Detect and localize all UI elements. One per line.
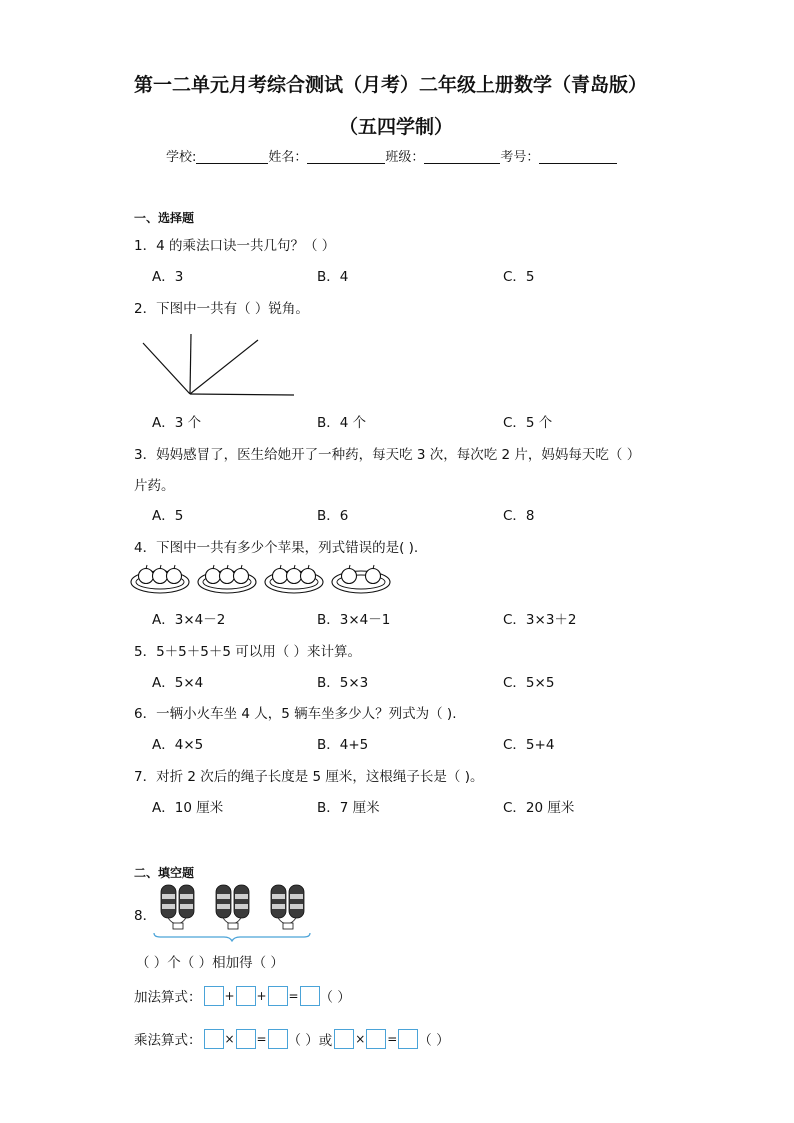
- answer-paren[interactable]: （ ）: [418, 1032, 450, 1049]
- apple: [342, 569, 357, 584]
- brace: [154, 933, 310, 941]
- q1-option-a[interactable]: A．3: [152, 269, 184, 285]
- q2-option-a[interactable]: A．3 个: [152, 415, 202, 431]
- angle-figure: [140, 334, 300, 398]
- school-field[interactable]: [196, 149, 268, 164]
- q3-option-c[interactable]: C．8: [503, 508, 535, 524]
- q2-option-b[interactable]: B．4 个: [317, 415, 367, 431]
- answer-box[interactable]: [366, 1029, 386, 1049]
- equals-sign: =: [256, 1031, 267, 1046]
- addition-label: 加法算式：: [134, 989, 202, 1006]
- student-info-row: [166, 146, 617, 165]
- q7-option-b[interactable]: B．7 厘米: [317, 800, 380, 816]
- class-field[interactable]: [424, 149, 500, 164]
- equals-sign: =: [288, 988, 299, 1003]
- equals-sign: =: [387, 1031, 398, 1046]
- number-field[interactable]: [539, 149, 617, 164]
- q6-option-c[interactable]: C．5+4: [503, 737, 555, 753]
- apple: [153, 569, 168, 584]
- answer-box[interactable]: [236, 986, 256, 1006]
- answer-box[interactable]: [398, 1029, 418, 1049]
- mitten-pair-3: [271, 885, 304, 929]
- mitten-pair-1: [161, 885, 194, 929]
- section-title-choice: 一、选择题: [134, 211, 195, 225]
- name-label: 姓名：: [268, 150, 308, 165]
- class-label: 班级：: [385, 150, 425, 165]
- q4-option-a[interactable]: A．3×4－2: [152, 612, 226, 628]
- apple: [206, 569, 221, 584]
- plate-3: [265, 565, 323, 593]
- plate-2: [198, 565, 256, 593]
- section-title-fill: 二、填空题: [134, 866, 195, 880]
- q4-option-b[interactable]: B．3×4－1: [317, 612, 391, 628]
- times-sign: ×: [224, 1031, 235, 1046]
- page-title: 第一二单元月考综合测试（月考）二年级上册数学（青岛版）: [134, 74, 648, 96]
- q2-option-c[interactable]: C．5 个: [503, 415, 553, 431]
- apple: [167, 569, 182, 584]
- question-2: 2．下图中一共有（ ）锐角。: [134, 301, 309, 317]
- q7-option-a[interactable]: A．10 厘米: [152, 800, 224, 816]
- ray-4: [190, 394, 294, 395]
- page-subtitle: （五四学制）: [339, 116, 454, 138]
- times-sign: ×: [355, 1031, 366, 1046]
- plus-sign: +: [256, 988, 267, 1003]
- question-5: 5．5＋5＋5＋5 可以用（ ）来计算。: [134, 644, 362, 660]
- question-7: 7．对折 2 次后的绳子长度是 5 厘米，这根绳子长是（ )。: [134, 769, 484, 785]
- plus-sign: +: [224, 988, 235, 1003]
- q5-option-b[interactable]: B．5×3: [317, 675, 369, 691]
- answer-paren[interactable]: （ ）: [319, 989, 351, 1006]
- apple: [287, 569, 302, 584]
- name-field[interactable]: [307, 149, 385, 164]
- q5-option-a[interactable]: A．5×4: [152, 675, 204, 691]
- ray-3: [190, 340, 258, 394]
- plate-1: [131, 565, 189, 593]
- q4-option-c[interactable]: C．3×3＋2: [503, 612, 577, 628]
- question-8-line1: （ ）个（ ）相加得（ ）: [136, 955, 284, 971]
- q1-option-b[interactable]: B．4: [317, 269, 349, 285]
- or-label: 或: [318, 1032, 333, 1049]
- number-label: 考号：: [500, 150, 540, 165]
- q1-option-c[interactable]: C．5: [503, 269, 535, 285]
- question-3-cont: 片药。: [134, 478, 175, 494]
- mitten-pair-2: [216, 885, 249, 929]
- ray-2: [190, 334, 191, 394]
- q6-option-b[interactable]: B．4+5: [317, 737, 369, 753]
- answer-box[interactable]: [334, 1029, 354, 1049]
- answer-box[interactable]: [300, 986, 320, 1006]
- answer-box[interactable]: [268, 1029, 288, 1049]
- question-6: 6．一辆小火车坐 4 人，5 辆车坐多少人？列式为（ ).: [134, 706, 457, 722]
- apple: [273, 569, 288, 584]
- apple: [220, 569, 235, 584]
- school-label: 学校:: [166, 150, 197, 165]
- apple-plates-figure: [130, 560, 395, 596]
- apple: [301, 569, 316, 584]
- q3-option-a[interactable]: A．5: [152, 508, 184, 524]
- answer-paren[interactable]: （ ）: [287, 1032, 319, 1049]
- q3-option-b[interactable]: B．6: [317, 508, 349, 524]
- ray-1: [143, 343, 190, 394]
- multiplication-label: 乘法算式：: [134, 1032, 202, 1049]
- multiplication-row: [134, 1028, 450, 1049]
- answer-box[interactable]: [236, 1029, 256, 1049]
- question-3: 3．妈妈感冒了，医生给她开了一种药，每天吃 3 次，每次吃 2 片，妈妈每天吃（ ）: [134, 447, 641, 463]
- apple: [234, 569, 249, 584]
- question-8-number: 8．: [134, 908, 157, 924]
- answer-box[interactable]: [268, 986, 288, 1006]
- answer-box[interactable]: [204, 1029, 224, 1049]
- addition-row: [134, 985, 351, 1006]
- apple: [366, 569, 381, 584]
- question-4: 4．下图中一共有多少个苹果，列式错误的是( ).: [134, 540, 419, 556]
- q6-option-a[interactable]: A．4×5: [152, 737, 204, 753]
- apple: [139, 569, 154, 584]
- q7-option-c[interactable]: C．20 厘米: [503, 800, 575, 816]
- q5-option-c[interactable]: C．5×5: [503, 675, 555, 691]
- mittens-figure: [152, 880, 314, 942]
- answer-box[interactable]: [204, 986, 224, 1006]
- plate-4: [332, 565, 390, 593]
- question-1: 1．4 的乘法口诀一共几句？（ ）: [134, 238, 336, 254]
